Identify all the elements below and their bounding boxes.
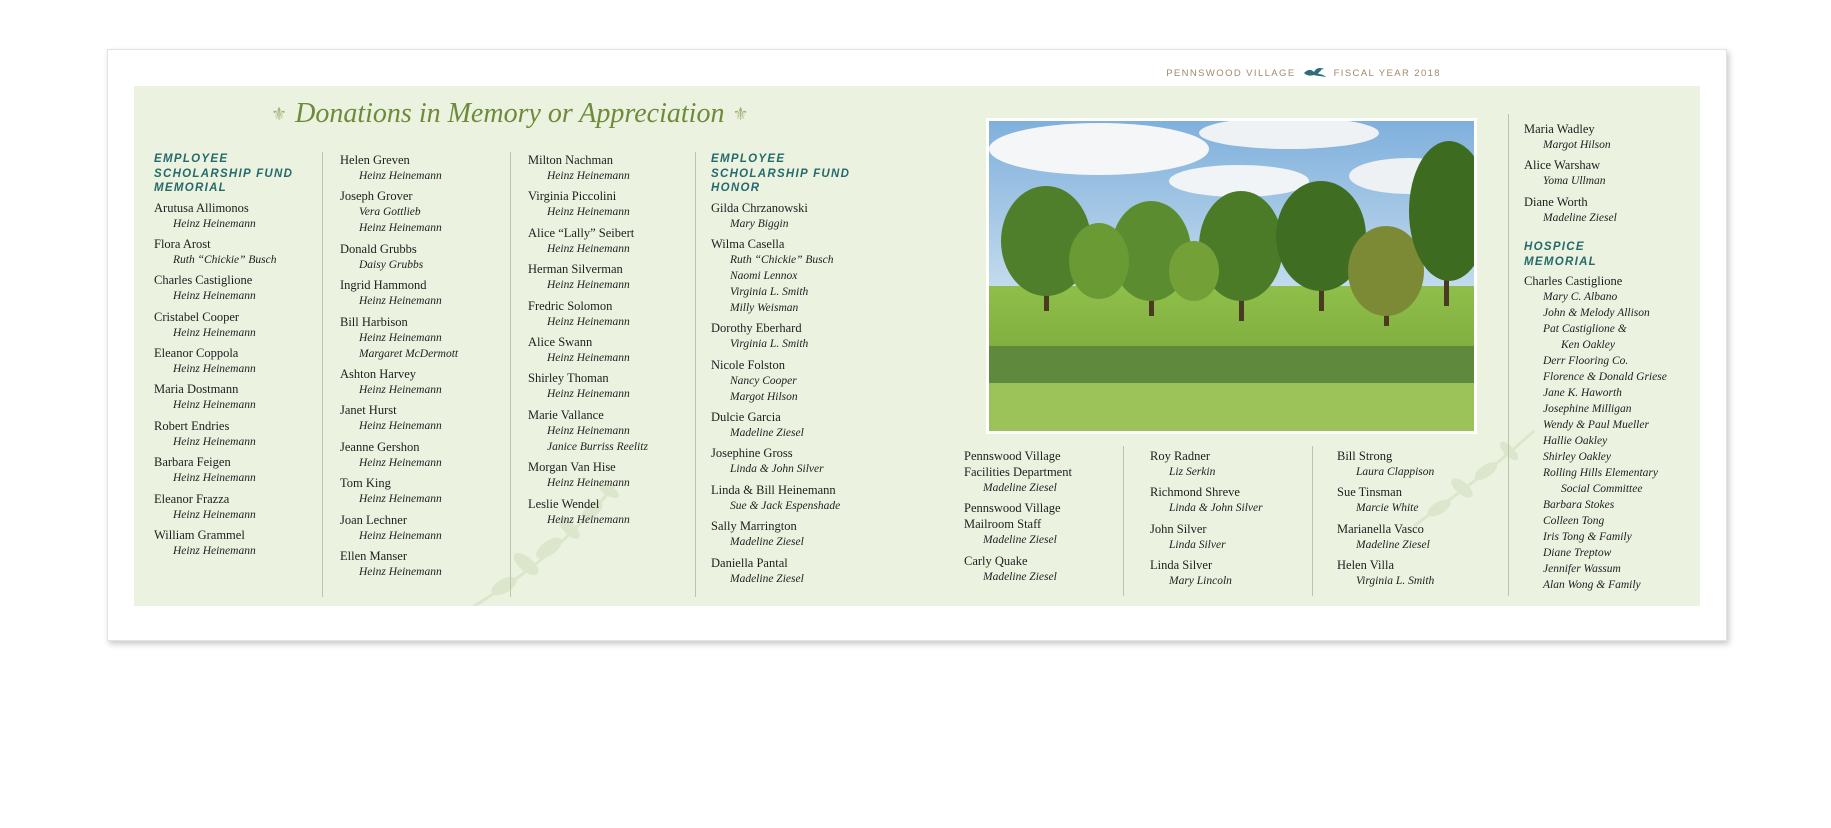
- donor-name: Hallie Oakley: [1543, 435, 1608, 448]
- honoree-entry: [154, 272, 293, 304]
- donor-name: Vera Gottlieb: [359, 206, 421, 219]
- landscape-photo: [986, 118, 1477, 434]
- honoree-entry: [711, 518, 850, 550]
- donor-name: Jane K. Haworth: [1543, 387, 1622, 400]
- honoree-entry: [340, 152, 458, 184]
- honoree-entry: [1524, 121, 1667, 153]
- honoree-entry: [964, 448, 1072, 496]
- donor-name: Josephine Milligan: [1543, 403, 1632, 416]
- honoree-name: Shirley Thoman: [528, 371, 609, 386]
- honoree-entry: [711, 409, 850, 441]
- donor-name: Linda & John Silver: [1169, 502, 1263, 515]
- donor-name: Heinz Heinemann: [173, 472, 256, 485]
- honoree-entry: [528, 152, 648, 184]
- donor-name: Rolling Hills Elementary: [1543, 467, 1658, 480]
- honoree-name: Alice “Lally” Seibert: [528, 225, 635, 240]
- honoree-name: Robert Endries: [154, 418, 230, 433]
- honoree-entry: [340, 277, 458, 309]
- honoree-entry: [711, 200, 850, 232]
- honoree-name: Dorothy Eberhard: [711, 321, 802, 336]
- honoree-name: Maria Dostmann: [154, 382, 239, 397]
- section-heading: [154, 152, 293, 196]
- section-heading-line: HOSPICE: [1524, 241, 1585, 254]
- donor-name: Laura Clappison: [1356, 466, 1435, 478]
- honoree-entry: [340, 241, 458, 273]
- honoree-name: Bill Harbison: [340, 314, 408, 329]
- honoree-name: Nicole Folston: [711, 357, 785, 372]
- donor-name: Heinz Heinemann: [547, 170, 630, 182]
- honoree-name: Charles Castiglione: [1524, 274, 1623, 289]
- honoree-entry: [964, 500, 1072, 548]
- honoree-entry: [154, 200, 293, 232]
- donor-name: Heinz Heinemann: [359, 222, 442, 235]
- honoree-entry: [528, 496, 648, 528]
- section-heading-line: SCHOLARSHIP FUND: [711, 167, 851, 180]
- honoree-name: Ellen Manser: [340, 548, 407, 563]
- honoree-entry: [340, 439, 458, 471]
- donor-name: Heinz Heinemann: [547, 351, 630, 364]
- honoree-name: Charles Castiglione: [154, 273, 253, 288]
- honoree-entry: [154, 345, 293, 377]
- honoree-entry: [1150, 484, 1263, 516]
- donor-name: Heinz Heinemann: [547, 206, 630, 219]
- honoree-name: Linda Silver: [1150, 558, 1213, 573]
- donor-name: Heinz Heinemann: [173, 545, 256, 558]
- column-divider: [695, 152, 696, 597]
- honoree-entry: [711, 445, 850, 477]
- honoree-entry: [528, 334, 648, 366]
- donor-name: Daisy Grubbs: [359, 258, 424, 271]
- honoree-entry: [711, 482, 850, 514]
- donor-name: Wendy & Paul Mueller: [1543, 419, 1649, 432]
- honoree-entry: [1150, 521, 1263, 553]
- honoree-entry: [711, 320, 850, 352]
- honoree-name: Flora Arost: [154, 236, 211, 251]
- header-fiscal-year: FISCAL YEAR 2018: [1333, 68, 1441, 79]
- honoree-entry: [154, 418, 293, 450]
- donor-name: Naomi Lennox: [730, 269, 798, 282]
- donor-name: Nancy Cooper: [730, 374, 797, 387]
- honoree-name: Maria Wadley: [1524, 122, 1595, 136]
- donor-name: Heinz Heinemann: [547, 279, 630, 292]
- honoree-entry: [528, 298, 648, 330]
- donor-name: Ruth “Chickie” Busch: [730, 253, 834, 266]
- donor-name: Social Committee: [1561, 483, 1643, 496]
- honoree-name: Helen Villa: [1337, 558, 1394, 573]
- honoree-entry: [1150, 557, 1263, 589]
- donor-name: Heinz Heinemann: [173, 217, 256, 230]
- donor-name: Margaret McDermott: [359, 347, 459, 360]
- donor-name: Sue & Jack Espenshade: [730, 499, 841, 512]
- donor-name: Ken Oakley: [1561, 339, 1615, 352]
- honoree-entry: [340, 366, 458, 398]
- donor-name: Heinz Heinemann: [359, 529, 442, 542]
- honoree-entry: [340, 512, 458, 544]
- honoree-name: Carly Quake: [964, 553, 1028, 568]
- fleuron-icon: ⚜: [271, 103, 288, 124]
- donor-name: Virginia L. Smith: [1356, 575, 1435, 588]
- honoree-entry: [1337, 557, 1434, 589]
- donor-name: Madeline Ziesel: [983, 482, 1057, 494]
- donor-name: Heinz Heinemann: [359, 420, 442, 433]
- honoree-name: Helen Greven: [340, 153, 410, 167]
- section-heading-line: EMPLOYEE: [711, 153, 786, 165]
- donor-name: Heinz Heinemann: [547, 513, 630, 526]
- honoree-entry: [711, 555, 850, 587]
- donor-name: Linda Silver: [1169, 538, 1226, 551]
- honoree-name: Leslie Wendel: [528, 496, 600, 511]
- donor-name: Iris Tong & Family: [1543, 531, 1632, 544]
- donor-name: Yoma Ullman: [1543, 175, 1606, 188]
- donor-name: Pat Castiglione &: [1543, 323, 1627, 336]
- honoree-name: Barbara Feigen: [154, 455, 231, 470]
- donor-name: Janice Burriss Reelitz: [547, 440, 648, 453]
- bird-icon: [1302, 65, 1328, 82]
- honoree-name: Gilda Chrzanowski: [711, 200, 808, 215]
- honoree-name: Virginia Piccolini: [528, 189, 617, 204]
- fleuron-icon: ⚜: [732, 103, 749, 124]
- honoree-entry: [340, 475, 458, 507]
- honoree-name: Jeanne Gershon: [340, 439, 420, 454]
- section-heading-line: MEMORIAL: [154, 182, 228, 194]
- honoree-entry: [1524, 273, 1667, 593]
- column-divider: [322, 152, 323, 597]
- honoree-entry: [1150, 448, 1263, 480]
- honoree-entry: [1524, 157, 1667, 189]
- honoree-name-line2: Mailroom Staff: [964, 517, 1042, 532]
- donor-name: Madeline Ziesel: [1356, 538, 1430, 551]
- honoree-entry: [154, 236, 293, 268]
- page-title: [271, 98, 749, 130]
- honoree-entry: [528, 188, 648, 220]
- column-5: [964, 448, 1072, 589]
- honoree-name: Daniella Pantal: [711, 555, 788, 570]
- donor-name: Alan Wong & Family: [1543, 579, 1641, 592]
- honoree-name: Roy Radner: [1150, 449, 1211, 463]
- honoree-name: Joseph Grover: [340, 189, 413, 204]
- donor-name: Virginia L. Smith: [730, 285, 809, 298]
- column-divider: [510, 152, 511, 597]
- donor-name: Ruth “Chickie” Busch: [173, 253, 277, 266]
- honoree-name: Cristabel Cooper: [154, 309, 240, 324]
- honoree-name: Arutusa Allimonos: [154, 200, 249, 215]
- donor-name: Heinz Heinemann: [547, 424, 630, 437]
- honoree-name: Pennswood Village: [964, 501, 1061, 516]
- column-divider: [1508, 114, 1509, 596]
- honoree-entry: [154, 454, 293, 486]
- honoree-entry: [711, 357, 850, 405]
- honoree-name: Morgan Van Hise: [528, 460, 616, 475]
- donor-name: Mary Lincoln: [1169, 575, 1232, 588]
- donor-name: Heinz Heinemann: [173, 326, 256, 339]
- donor-name: Madeline Ziesel: [730, 427, 804, 440]
- donor-name: Heinz Heinemann: [173, 435, 256, 448]
- donor-name: Virginia L. Smith: [730, 338, 809, 351]
- page-header: [1166, 65, 1441, 82]
- donor-name: Marcie White: [1356, 502, 1419, 515]
- column-7: [1337, 448, 1434, 594]
- honoree-name: John Silver: [1150, 521, 1207, 536]
- honoree-name: Tom King: [340, 476, 391, 491]
- honoree-entry: [1337, 484, 1434, 516]
- honoree-name: Sue Tinsman: [1337, 485, 1402, 500]
- donor-name: Heinz Heinemann: [173, 363, 256, 376]
- honoree-entry: [528, 370, 648, 402]
- donor-name: Derr Flooring Co.: [1543, 355, 1629, 368]
- honoree-entry: [711, 236, 850, 316]
- honoree-entry: [1337, 521, 1434, 553]
- donor-name: Diane Treptow: [1543, 547, 1612, 560]
- honoree-entry: [340, 188, 458, 236]
- honoree-name: Wilma Casella: [711, 236, 785, 251]
- honoree-name: Donald Grubbs: [340, 241, 417, 256]
- donor-name: Heinz Heinemann: [359, 331, 442, 344]
- section-heading: [711, 152, 850, 196]
- honoree-name: Dulcie Garcia: [711, 410, 781, 425]
- honoree-name: Pennswood Village: [964, 449, 1061, 463]
- honoree-name: Ashton Harvey: [340, 366, 417, 381]
- column-divider: [1123, 446, 1124, 596]
- donor-name: Madeline Ziesel: [730, 572, 804, 585]
- honoree-entry: [528, 225, 648, 257]
- honoree-entry: [154, 309, 293, 341]
- donor-name: John & Melody Allison: [1543, 307, 1650, 320]
- donor-name: Madeline Ziesel: [983, 534, 1057, 547]
- donor-name: Linda & John Silver: [730, 463, 824, 476]
- header-org: PENNSWOOD VILLAGE: [1166, 68, 1296, 79]
- honoree-name: William Grammel: [154, 528, 245, 543]
- donor-name: Heinz Heinemann: [173, 508, 256, 521]
- honoree-name: Josephine Gross: [711, 446, 793, 461]
- donor-name: Heinz Heinemann: [359, 456, 442, 469]
- honoree-entry: [154, 527, 293, 559]
- donor-name: Colleen Tong: [1543, 515, 1605, 528]
- column-2: [340, 152, 458, 584]
- donor-name: Mary Biggin: [730, 217, 789, 230]
- donor-name: Margot Hilson: [1543, 139, 1611, 151]
- honoree-name: Fredric Solomon: [528, 298, 613, 313]
- donor-name: Heinz Heinemann: [173, 290, 256, 303]
- honoree-entry: [528, 407, 648, 455]
- donor-name: Liz Serkin: [1169, 466, 1216, 478]
- donor-name: Heinz Heinemann: [359, 493, 442, 506]
- honoree-entry: [528, 261, 648, 293]
- honoree-name: Richmond Shreve: [1150, 485, 1240, 500]
- donor-name: Heinz Heinemann: [547, 242, 630, 255]
- donor-name: Shirley Oakley: [1543, 451, 1612, 464]
- honoree-entry: [340, 548, 458, 580]
- honoree-name: Alice Swann: [528, 334, 593, 349]
- honoree-entry: [154, 491, 293, 523]
- column-1: [154, 152, 293, 563]
- title-text: Donations in Memory or Appreciation: [295, 98, 725, 129]
- donor-name: Heinz Heinemann: [359, 383, 442, 396]
- donor-name: Heinz Heinemann: [359, 170, 442, 182]
- content-panel: [134, 86, 1700, 606]
- honoree-name: Milton Nachman: [528, 153, 614, 167]
- donor-name: Madeline Ziesel: [1543, 211, 1617, 224]
- section-spacer: [1524, 230, 1667, 240]
- donor-name: Heinz Heinemann: [547, 388, 630, 401]
- section-heading-line: SCHOLARSHIP FUND: [154, 167, 294, 180]
- donor-name: Florence & Donald Griese: [1543, 371, 1667, 384]
- column-8: [1524, 121, 1667, 598]
- donor-name: Barbara Stokes: [1543, 499, 1615, 512]
- honoree-name: Bill Strong: [1337, 449, 1393, 463]
- honoree-name: Ingrid Hammond: [340, 278, 427, 293]
- honoree-name: Diane Worth: [1524, 194, 1588, 209]
- section-heading-line: EMPLOYEE: [154, 153, 229, 165]
- donor-name: Heinz Heinemann: [359, 295, 442, 308]
- section-heading-line: HONOR: [711, 182, 761, 194]
- donor-name: Madeline Ziesel: [983, 570, 1057, 583]
- donor-name: Milly Weisman: [730, 301, 799, 314]
- section-heading: [1524, 240, 1667, 269]
- honoree-entry: [340, 402, 458, 434]
- column-4: [711, 152, 850, 591]
- honoree-name: Sally Marrington: [711, 519, 797, 534]
- brochure-page: [107, 49, 1727, 641]
- donor-name: Heinz Heinemann: [547, 477, 630, 490]
- column-3: [528, 152, 648, 532]
- donor-name: Mary C. Albano: [1543, 291, 1618, 304]
- donor-name: Heinz Heinemann: [547, 315, 630, 328]
- donor-name: Heinz Heinemann: [173, 399, 256, 412]
- honoree-entry: [528, 459, 648, 491]
- honoree-entry: [964, 553, 1072, 585]
- donor-name: Madeline Ziesel: [730, 536, 804, 549]
- honoree-name: Marianella Vasco: [1337, 521, 1424, 536]
- donor-name: Heinz Heinemann: [359, 565, 442, 578]
- honoree-name: Linda & Bill Heinemann: [711, 482, 836, 497]
- donor-name: Margot Hilson: [730, 390, 798, 403]
- honoree-name: Joan Lechner: [340, 512, 407, 527]
- honoree-name: Eleanor Coppola: [154, 346, 239, 361]
- honoree-name-line2: Facilities Department: [964, 465, 1072, 479]
- honoree-entry: [1337, 448, 1434, 480]
- honoree-name: Eleanor Frazza: [154, 491, 230, 506]
- column-6: [1150, 448, 1263, 594]
- honoree-name: Herman Silverman: [528, 262, 623, 277]
- honoree-name: Janet Hurst: [340, 403, 397, 418]
- column-divider: [1312, 446, 1313, 596]
- section-heading-line: MEMORIAL: [1524, 255, 1598, 268]
- honoree-entry: [154, 381, 293, 413]
- honoree-name: Marie Vallance: [528, 407, 604, 422]
- honoree-name: Alice Warshaw: [1524, 158, 1601, 173]
- donor-name: Jennifer Wassum: [1543, 563, 1621, 576]
- honoree-entry: [340, 314, 458, 362]
- honoree-entry: [1524, 194, 1667, 226]
